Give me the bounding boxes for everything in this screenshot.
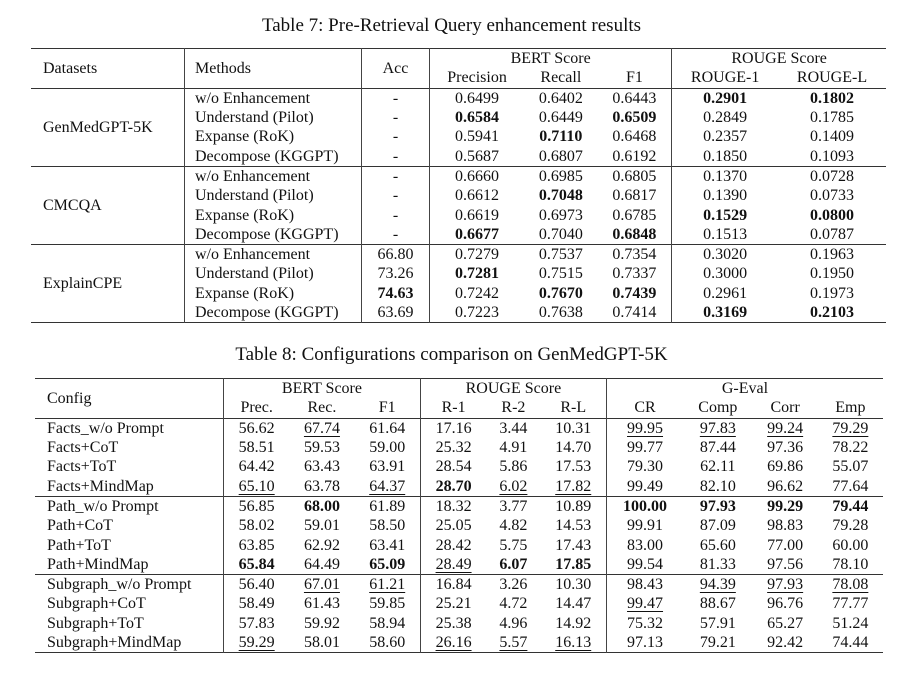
table8-caption: Table 8: Configurations comparison on GenMedGPT-5K [235, 344, 668, 365]
value-cell: 77.00 [767, 536, 804, 554]
value-cell: 28.42 [420, 535, 486, 554]
value-cell: 57.91 [699, 614, 736, 632]
f1-cell: 0.6848 [612, 225, 657, 243]
value-cell: 96.62 [767, 477, 804, 495]
method-cell: Understand (Pilot) [185, 264, 362, 283]
value-cell: 58.02 [224, 516, 290, 535]
rouge-l-cell: 0.1950 [810, 265, 854, 283]
value-cell: 25.32 [420, 438, 486, 457]
value-cell: 61.64 [369, 419, 406, 437]
acc-cell: - [362, 205, 430, 224]
value-cell: 14.47 [555, 595, 592, 613]
rouge-l-cell: 0.0733 [810, 187, 854, 205]
value-cell: 59.53 [303, 439, 340, 457]
value-cell: 25.38 [420, 614, 486, 633]
table-row [31, 88, 886, 108]
rouge-l-cell: 0.2103 [810, 304, 854, 321]
value-cell: 77.77 [832, 595, 869, 613]
value-cell: 78.10 [832, 555, 869, 573]
value-cell: 51.24 [832, 614, 869, 632]
f1-cell: 0.6192 [612, 147, 657, 165]
rouge-1-cell: 0.1370 [672, 166, 778, 186]
rouge-1-cell: 0.2901 [672, 88, 778, 108]
value-cell: 64.42 [224, 457, 290, 476]
value-cell: 65.09 [369, 555, 406, 573]
value-cell: 99.91 [606, 516, 683, 535]
rouge-l-cell: 0.0728 [810, 167, 854, 185]
header-acc: Acc [362, 49, 430, 89]
value-cell: 98.83 [767, 517, 804, 535]
value-cell: 3.26 [499, 576, 528, 594]
f1-cell: 0.6509 [612, 109, 657, 127]
rouge-1-cell: 0.3169 [672, 303, 778, 323]
config-name: Subgraph+CoT [47, 595, 146, 613]
precision-cell: 0.5941 [430, 127, 525, 146]
recall-cell: 0.6402 [538, 89, 583, 107]
rouge-1-cell: 0.3020 [672, 244, 778, 264]
recall-cell: 0.7638 [538, 304, 583, 321]
recall-cell: 0.6449 [538, 109, 583, 127]
config-name: Facts+CoT [47, 439, 119, 457]
value-cell: 28.70 [420, 476, 486, 496]
column-header: R-2 [501, 399, 526, 417]
method-cell: w/o Enhancement [185, 244, 362, 264]
table8-configurations-comparison [35, 378, 883, 653]
value-cell: 99.54 [606, 555, 683, 575]
value-cell: 16.84 [420, 574, 486, 594]
value-cell: 78.22 [832, 439, 869, 457]
value-cell: 94.39 [699, 576, 736, 594]
value-cell: 81.33 [699, 555, 736, 573]
value-cell: 100.00 [606, 496, 683, 516]
column-header: R-1 [420, 398, 486, 418]
value-cell: 28.49 [420, 555, 486, 575]
precision-cell: 0.7223 [430, 303, 525, 323]
f1-cell: 0.6468 [612, 128, 657, 146]
value-cell: 58.49 [224, 594, 290, 613]
value-cell: 62.11 [700, 458, 736, 476]
value-cell: 62.92 [303, 536, 340, 554]
rouge-l-cell: 0.1973 [810, 284, 854, 302]
value-cell: 64.49 [303, 555, 340, 573]
acc-cell: 73.26 [362, 264, 430, 283]
value-cell: 83.00 [606, 535, 683, 554]
method-cell: Decompose (KGGPT) [185, 303, 362, 323]
value-cell: 99.95 [606, 418, 683, 438]
value-cell: 65.10 [224, 476, 290, 496]
header-f1: F1 [625, 69, 643, 87]
value-cell: 59.00 [369, 439, 406, 457]
acc-cell: - [362, 186, 430, 205]
method-cell: Decompose (KGGPT) [185, 225, 362, 245]
header-g-eval: G-Eval [606, 379, 883, 399]
precision-cell: 0.7281 [430, 264, 525, 283]
value-cell: 14.70 [555, 439, 592, 457]
value-cell: 58.60 [369, 634, 406, 651]
value-cell: 59.01 [303, 517, 340, 535]
value-cell: 10.89 [555, 497, 592, 515]
table-row [35, 438, 883, 457]
table-row [35, 457, 883, 476]
value-cell: 65.60 [699, 536, 736, 554]
value-cell: 67.74 [303, 419, 340, 437]
f1-cell: 0.6817 [612, 187, 657, 205]
value-cell: 69.86 [767, 458, 804, 476]
f1-cell: 0.6805 [612, 167, 657, 185]
value-cell: 4.82 [499, 517, 528, 535]
column-header: Rec. [307, 399, 337, 417]
value-cell: 99.47 [606, 594, 683, 613]
config-name: Subgraph_w/o Prompt [47, 576, 192, 594]
table-row [35, 476, 883, 496]
acc-cell: - [362, 225, 430, 245]
config-name: Facts_w/o Prompt [47, 419, 164, 437]
config-name: Path+ToT [47, 536, 111, 554]
precision-cell: 0.6677 [430, 225, 525, 245]
value-cell: 74.44 [832, 634, 869, 651]
value-cell: 88.67 [699, 595, 736, 613]
value-cell: 99.49 [606, 476, 683, 496]
table-row [31, 166, 886, 186]
value-cell: 63.43 [303, 458, 340, 476]
recall-cell: 0.7670 [538, 284, 583, 302]
value-cell: 61.43 [303, 595, 340, 613]
value-cell: 77.64 [832, 477, 869, 495]
value-cell: 56.85 [224, 496, 290, 516]
value-cell: 59.85 [369, 595, 406, 613]
value-cell: 17.43 [555, 536, 592, 554]
header-datasets: Datasets [43, 59, 98, 77]
value-cell: 65.84 [224, 555, 290, 575]
acc-cell: 66.80 [362, 244, 430, 264]
value-cell: 26.16 [420, 633, 486, 653]
value-cell: 58.50 [369, 517, 406, 535]
config-name: Subgraph+ToT [47, 614, 144, 632]
value-cell: 78.08 [832, 576, 869, 594]
value-cell: 97.36 [767, 439, 804, 457]
value-cell: 79.44 [832, 497, 869, 515]
value-cell: 3.44 [499, 419, 528, 437]
method-cell: w/o Enhancement [185, 166, 362, 186]
acc-cell: - [362, 88, 430, 108]
value-cell: 63.91 [369, 458, 406, 476]
table8-body [35, 418, 883, 653]
rouge-l-cell: 0.1093 [810, 147, 854, 165]
value-cell: 61.89 [369, 497, 406, 515]
value-cell: 79.29 [832, 419, 869, 437]
value-cell: 68.00 [303, 497, 340, 515]
value-cell: 97.13 [606, 633, 683, 653]
header-rouge-l: ROUGE-L [796, 69, 868, 87]
rouge-1-cell: 0.2849 [672, 108, 778, 127]
method-cell: w/o Enhancement [185, 88, 362, 108]
value-cell: 58.01 [303, 634, 340, 651]
value-cell: 79.30 [606, 457, 683, 476]
header-methods: Methods [185, 49, 362, 89]
value-cell: 57.83 [224, 614, 290, 633]
dataset-name: ExplainCPE [43, 275, 123, 293]
method-cell: Understand (Pilot) [185, 108, 362, 127]
value-cell: 63.85 [224, 535, 290, 554]
value-cell: 87.44 [699, 439, 736, 457]
table-row [35, 594, 883, 613]
method-cell: Decompose (KGGPT) [185, 146, 362, 166]
value-cell: 87.09 [699, 517, 736, 535]
value-cell: 5.75 [499, 536, 528, 554]
value-cell: 16.13 [555, 634, 592, 651]
rouge-l-cell: 0.1409 [810, 128, 854, 146]
value-cell: 63.41 [369, 536, 406, 554]
precision-cell: 0.7279 [430, 244, 525, 264]
precision-cell: 0.6612 [430, 186, 525, 205]
table-row [35, 516, 883, 535]
table7-caption: Table 7: Pre-Retrieval Query enhancement results [261, 15, 642, 36]
rouge-1-cell: 0.1513 [672, 225, 778, 245]
rouge-1-cell: 0.2961 [672, 284, 778, 303]
method-cell: Expanse (RoK) [185, 205, 362, 224]
f1-cell: 0.7414 [612, 304, 657, 321]
rouge-1-cell: 0.1850 [672, 146, 778, 166]
value-cell: 4.91 [499, 439, 528, 457]
recall-cell: 0.6985 [538, 167, 583, 185]
value-cell: 99.77 [606, 438, 683, 457]
table-row [31, 244, 886, 264]
column-header: F1 [378, 399, 396, 417]
config-name: Path_w/o Prompt [47, 497, 159, 515]
header-recall: Recall [540, 69, 582, 87]
dataset-name: CMCQA [43, 196, 102, 214]
column-header: CR [606, 398, 683, 418]
value-cell: 97.83 [699, 419, 736, 437]
precision-cell: 0.6584 [430, 108, 525, 127]
header-bert-score: BERT Score [430, 49, 672, 69]
value-cell: 99.24 [767, 419, 804, 437]
value-cell: 92.42 [767, 634, 804, 651]
rouge-l-cell: 0.0800 [810, 206, 854, 224]
table7-pre-retrieval-query-enhancement [31, 48, 886, 323]
table-row [35, 418, 883, 438]
value-cell: 65.27 [767, 614, 804, 632]
rouge-l-cell: 0.0787 [810, 225, 854, 243]
method-cell: Expanse (RoK) [185, 284, 362, 303]
value-cell: 82.10 [699, 477, 736, 495]
value-cell: 17.16 [420, 418, 486, 438]
value-cell: 10.30 [555, 576, 592, 594]
rouge-l-cell: 0.1785 [810, 109, 854, 127]
config-name: Subgraph+MindMap [47, 634, 182, 651]
value-cell: 79.28 [832, 517, 869, 535]
value-cell: 25.21 [420, 594, 486, 613]
value-cell: 75.32 [606, 614, 683, 633]
value-cell: 97.93 [699, 497, 736, 515]
recall-cell: 0.7537 [538, 246, 583, 264]
value-cell: 59.92 [303, 614, 340, 632]
value-cell: 98.43 [606, 574, 683, 594]
config-name: Path+CoT [47, 517, 113, 535]
recall-cell: 0.6973 [538, 206, 583, 224]
value-cell: 6.02 [499, 477, 528, 495]
value-cell: 96.76 [767, 595, 804, 613]
value-cell: 55.07 [832, 458, 869, 476]
value-cell: 64.37 [369, 477, 406, 495]
table-row [35, 555, 883, 575]
precision-cell: 0.5687 [430, 146, 525, 166]
recall-cell: 0.7040 [538, 225, 583, 243]
acc-cell: 74.63 [362, 284, 430, 303]
table-row [35, 633, 883, 653]
value-cell: 67.01 [303, 576, 340, 594]
table-row [35, 614, 883, 633]
value-cell: 28.54 [420, 457, 486, 476]
rouge-1-cell: 0.3000 [672, 264, 778, 283]
f1-cell: 0.7337 [612, 265, 657, 283]
header-rouge-1: ROUGE-1 [672, 68, 778, 88]
value-cell: 6.07 [499, 555, 528, 573]
value-cell: 18.32 [420, 496, 486, 516]
table-row [35, 496, 883, 516]
precision-cell: 0.6660 [430, 166, 525, 186]
acc-cell: 63.69 [362, 303, 430, 323]
value-cell: 99.29 [767, 497, 804, 515]
dataset-name: GenMedGPT-5K [43, 118, 153, 136]
recall-cell: 0.7110 [539, 128, 583, 146]
method-cell: Expanse (RoK) [185, 127, 362, 146]
value-cell: 4.96 [499, 614, 528, 632]
rouge-1-cell: 0.1529 [672, 205, 778, 224]
value-cell: 17.53 [555, 458, 592, 476]
rouge-1-cell: 0.2357 [672, 127, 778, 146]
config-name: Facts+MindMap [47, 477, 154, 495]
column-header: R-L [560, 399, 587, 417]
acc-cell: - [362, 127, 430, 146]
rouge-1-cell: 0.1390 [672, 186, 778, 205]
value-cell: 3.77 [499, 497, 528, 515]
value-cell: 10.31 [555, 419, 592, 437]
f1-cell: 0.7354 [612, 246, 657, 264]
column-header: Corr [770, 399, 800, 417]
header-config: Config [47, 389, 92, 407]
value-cell: 5.86 [499, 458, 528, 476]
f1-cell: 0.6785 [612, 206, 657, 224]
value-cell: 59.29 [224, 633, 290, 653]
value-cell: 17.82 [555, 477, 592, 495]
f1-cell: 0.7439 [612, 284, 657, 302]
config-name: Path+MindMap [47, 555, 149, 573]
column-header: Comp [698, 399, 738, 417]
acc-cell: - [362, 166, 430, 186]
precision-cell: 0.7242 [430, 284, 525, 303]
precision-cell: 0.6499 [430, 88, 525, 108]
value-cell: 79.21 [699, 634, 736, 651]
value-cell: 14.92 [555, 614, 592, 632]
value-cell: 58.51 [224, 438, 290, 457]
value-cell: 61.21 [369, 576, 406, 594]
value-cell: 56.62 [224, 418, 290, 438]
table-row [35, 535, 883, 554]
value-cell: 60.00 [832, 536, 869, 554]
rouge-l-cell: 0.1963 [810, 246, 854, 264]
value-cell: 25.05 [420, 516, 486, 535]
acc-cell: - [362, 146, 430, 166]
recall-cell: 0.6807 [538, 147, 583, 165]
table-row [35, 574, 883, 594]
f1-cell: 0.6443 [612, 89, 657, 107]
acc-cell: - [362, 108, 430, 127]
value-cell: 97.93 [767, 576, 804, 594]
value-cell: 4.72 [499, 595, 528, 613]
value-cell: 5.57 [499, 634, 528, 651]
value-cell: 14.53 [555, 517, 592, 535]
table7-body [31, 88, 886, 323]
column-header: Emp [835, 399, 866, 417]
config-name: Facts+ToT [47, 458, 117, 476]
value-cell: 63.78 [303, 477, 340, 495]
header-bert-score: BERT Score [224, 379, 421, 399]
header-rouge-score: ROUGE Score [420, 379, 606, 399]
recall-cell: 0.7515 [538, 265, 583, 283]
header-rouge-score: ROUGE Score [672, 49, 886, 69]
value-cell: 17.85 [555, 555, 592, 573]
rouge-l-cell: 0.1802 [810, 89, 854, 107]
method-cell: Understand (Pilot) [185, 186, 362, 205]
value-cell: 58.94 [369, 614, 406, 632]
value-cell: 56.40 [224, 574, 290, 594]
recall-cell: 0.7048 [538, 187, 583, 205]
precision-cell: 0.6619 [430, 205, 525, 224]
header-precision: Precision [430, 68, 525, 88]
value-cell: 97.56 [767, 555, 804, 573]
column-header: Prec. [224, 398, 290, 418]
